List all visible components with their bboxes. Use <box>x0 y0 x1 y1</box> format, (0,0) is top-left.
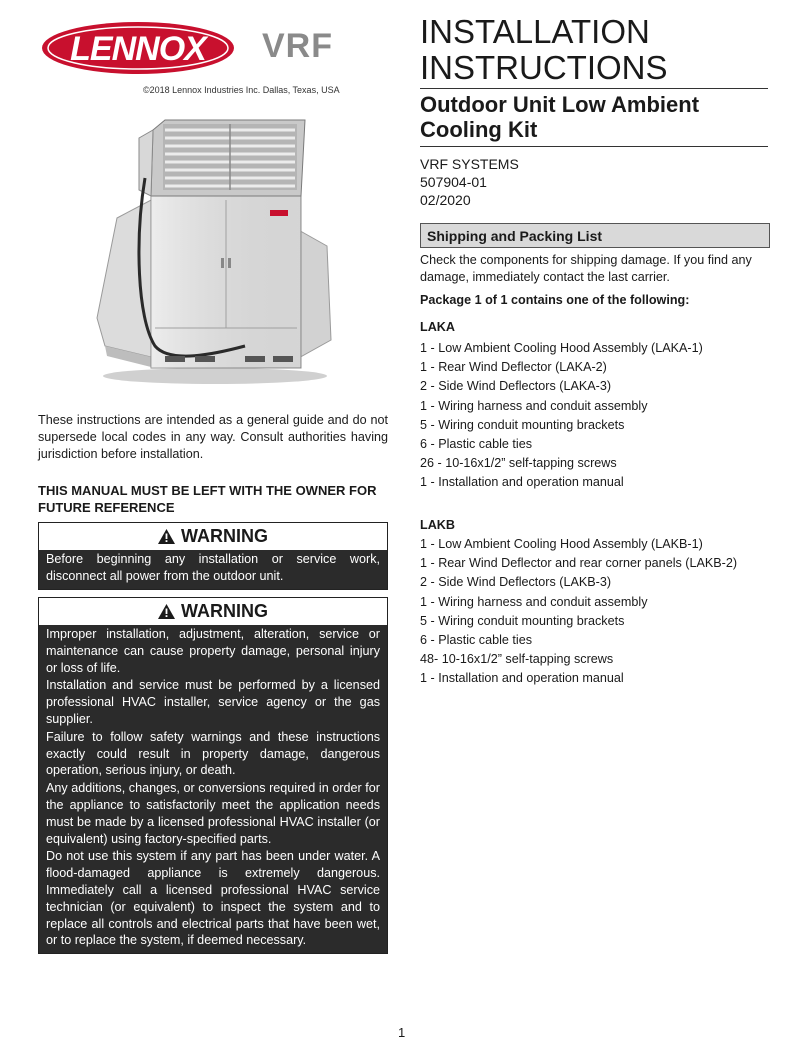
shipping-section <box>420 252 780 493</box>
list-item: 1 - Low Ambient Cooling Hood Assembly (LAKB-1) <box>420 537 703 551</box>
kit-list-lakb <box>420 535 780 689</box>
warning-box-installation <box>38 597 388 954</box>
kit-title-laka: LAKA <box>420 320 455 334</box>
kit-section-lakb <box>420 518 780 689</box>
list-item: 1 - Installation and operation manual <box>420 671 624 686</box>
lennox-logo <box>38 18 238 78</box>
list-item: 1 - Wiring harness and conduit assembly <box>420 398 648 413</box>
list-item: 1 - Wiring harness and conduit assembly <box>420 594 648 609</box>
warning-triangle-icon <box>158 529 175 544</box>
list-item: 6 - Plastic cable ties <box>420 437 532 452</box>
kit-title-lakb: LAKB <box>420 518 455 532</box>
page-number: 1 <box>398 1025 406 1040</box>
shipping-section-heading: Shipping and Packing List <box>420 223 770 248</box>
list-item: 5 - Wiring conduit mounting brackets <box>420 417 625 432</box>
subtitle-divider <box>420 146 768 147</box>
document-title: INSTALLATION INSTRUCTIONS <box>420 13 668 86</box>
title-divider <box>420 88 768 89</box>
list-item: 5 - Wiring conduit mounting brackets <box>420 613 625 628</box>
outdoor-unit-illustration <box>95 118 335 388</box>
publication-date: 02/2020 <box>420 192 471 208</box>
list-item: 26 - 10-16x1/2” self-tapping screws <box>420 456 617 471</box>
list-item: 1 - Rear Wind Deflector and rear corner panels (LAKB-2) <box>420 556 738 571</box>
list-item: 6 - Plastic cable ties <box>420 633 532 648</box>
list-item: 2 - Side Wind Deflectors (LAKA-3) <box>420 379 612 394</box>
warning-paragraph: Installation and service must be performed by a licensed professional HVAC installer, service agency or the gas supplier. <box>46 678 380 726</box>
warning-paragraph: Failure to follow safety warnings and these instructions exactly could result in property damage, dangerous operation, serious injury, or death. <box>46 729 380 778</box>
warning-paragraph: Do not use this system if any part has been under water. A flood-damaged appliance is extremely dangerous. Immediately call a licensed professional HVAC service technician (or equivalent) to inspect the system and to replace all controls and electrical parts that have been wet, or to replace the system, if deemed necessary. <box>46 849 380 948</box>
warning-paragraph: Any additions, changes, or conversions required in order for the appliance to satisfactorily meet the application needs must be made by a licensed professional HVAC installer (or equivalent) using factory-specified parts. <box>46 781 380 846</box>
manual-note: THIS MANUAL MUST BE LEFT WITH THE OWNER FOR FUTURE REFERENCE <box>38 483 377 515</box>
warning-paragraph: Before beginning any installation or service work, disconnect all power from the outdoor unit. <box>46 552 380 583</box>
list-item: 48- 10-16x1/2” self-tapping screws <box>420 652 614 667</box>
copyright-notice: ©2018 Lennox Industries Inc. Dallas, Texas, USA <box>143 85 340 95</box>
list-item: 1 - Rear Wind Deflector (LAKA-2) <box>420 360 607 375</box>
warning-title: WARNING <box>181 601 268 621</box>
warning-paragraph: Improper installation, adjustment, alteration, service or maintenance can cause property damage, personal injury or loss of life. <box>46 627 380 675</box>
warning-heading <box>39 523 387 550</box>
document-subtitle: Outdoor Unit Low Ambient Cooling Kit <box>420 92 700 142</box>
logo-wordmark: LENNOX <box>70 30 206 68</box>
warning-triangle-icon <box>158 604 175 619</box>
warning-box-power <box>38 522 388 590</box>
warning-body <box>39 625 387 953</box>
warning-title: WARNING <box>181 526 268 546</box>
warning-heading <box>39 598 387 625</box>
list-item: 1 - Low Ambient Cooling Hood Assembly (LAKA-1) <box>420 341 703 355</box>
intro-text: These instructions are intended as a general guide and do not supersede local codes in any way. Consult authorities having jurisdiction before installation. <box>38 413 388 461</box>
list-item: 1 - Installation and operation manual <box>420 475 624 490</box>
warning-body <box>39 550 387 589</box>
kit-list-laka <box>420 339 780 493</box>
document-meta <box>420 155 519 209</box>
system-label: VRF SYSTEMS <box>420 156 519 172</box>
package-line: Package 1 of 1 contains one of the following: <box>420 293 690 307</box>
list-item: 2 - Side Wind Deflectors (LAKB-3) <box>420 575 612 590</box>
product-line-label: VRF <box>262 27 333 65</box>
part-number: 507904-01 <box>420 174 487 190</box>
shipping-check-text: Check the components for shipping damage. If you find any damage, immediately contact the last carrier. <box>420 253 752 284</box>
